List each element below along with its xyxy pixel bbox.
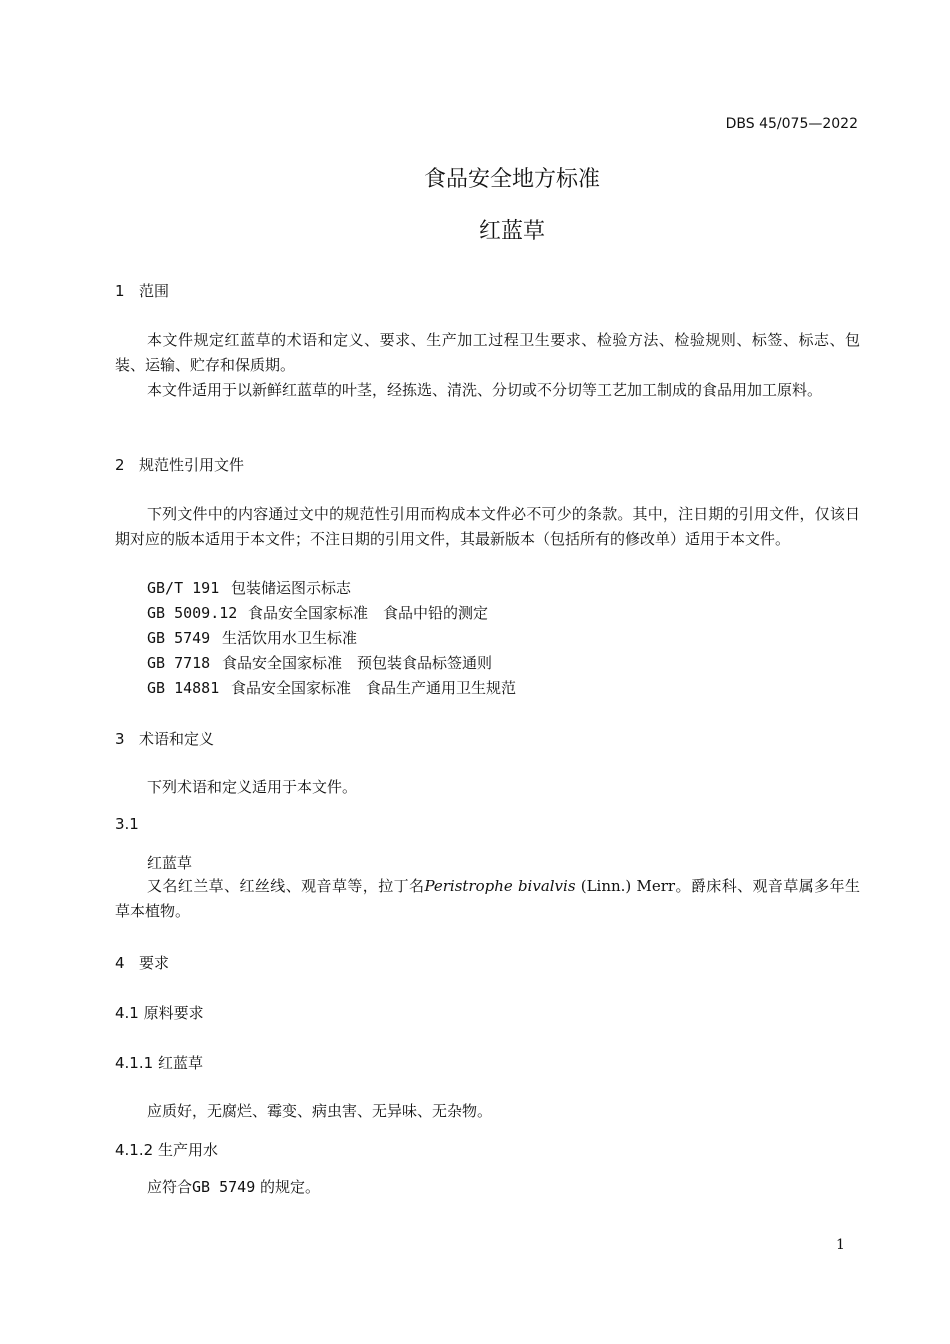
section-number: 3 — [115, 730, 125, 748]
terms-intro-paragraph: 下列术语和定义适用于本文件。 — [147, 778, 358, 796]
scope-paragraph-2: 本文件适用于以新鲜红蓝草的叶茎，经拣选、清洗、分切或不分切等工艺加工制成的食品用加工原料。 — [147, 381, 823, 399]
section-title: 规范性引用文件 — [139, 456, 245, 474]
section-number: 1 — [115, 282, 125, 300]
section-title: 要求 — [139, 954, 170, 972]
section-heading-terms-definitions — [115, 728, 214, 749]
subsection-heading-raw-materials — [115, 1002, 204, 1023]
section-number: 2 — [115, 456, 125, 474]
subsection-title: 原料要求 — [143, 1004, 204, 1022]
reference-title: 食品安全国家标准 食品生产通用卫生规范 — [231, 679, 517, 697]
reference-code: GB 7718 — [147, 654, 211, 672]
subsection-heading-red-blue-grass — [115, 1052, 203, 1073]
reference-code: GB/T 191 — [147, 579, 220, 597]
section-title: 术语和定义 — [139, 730, 215, 748]
document-number: DBS 45/075—2022 — [725, 116, 858, 132]
reference-title: 生活饮用水卫生标准 — [222, 629, 358, 647]
section-heading-requirements — [115, 952, 169, 973]
production-water-requirement-text — [147, 1176, 320, 1197]
term-name: 红蓝草 — [147, 854, 193, 872]
raw-material-requirement-text: 应质好，无腐烂、霉变、病虫害、无异味、无杂物。 — [147, 1102, 493, 1120]
section-title: 范围 — [139, 282, 170, 300]
subsection-number: 3.1 — [115, 815, 139, 833]
definition-text: (Linn.) Merr。爵床科、观音草属多年生草本植物。 — [115, 877, 860, 920]
latin-name: Peristrophe bivalvis — [424, 877, 576, 895]
reference-item — [147, 627, 357, 648]
subsection-number: 4.1 — [115, 1004, 139, 1022]
reference-code: GB 5009.12 — [147, 604, 238, 622]
standard-category-title: 食品安全地方标准 — [423, 167, 600, 192]
reference-item — [147, 577, 351, 598]
reference-item — [147, 602, 488, 623]
reference-item — [147, 677, 516, 698]
requirement-text: 的规定。 — [255, 1178, 321, 1196]
reference-title: 食品安全国家标准 食品中铅的测定 — [248, 604, 489, 622]
references-intro-paragraph: 下列文件中的内容通过文中的规范性引用而构成本文件必不可少的条款。其中，注日期的引用文件，仅该日期对应的版本适用于本文件；不注日期的引用文件，其最新版本（包括所有的修改单）适用于本文件。 — [115, 505, 860, 548]
reference-code: GB 14881 — [147, 679, 220, 697]
product-title: 红蓝草 — [478, 219, 545, 244]
section-heading-scope — [115, 280, 169, 301]
reference-title: 食品安全国家标准 预包装食品标签通则 — [222, 654, 493, 672]
subsection-title: 红蓝草 — [157, 1054, 203, 1072]
reference-code: GB 5749 — [147, 629, 211, 647]
subsection-number: 4.1.1 — [115, 1054, 154, 1072]
reference-item — [147, 652, 492, 673]
page-number: 1 — [836, 1237, 845, 1253]
section-heading-normative-references — [115, 454, 244, 475]
standard-code: GB 5749 — [192, 1178, 256, 1196]
subsection-number: 4.1.2 — [115, 1141, 154, 1159]
reference-title: 包装储运图示标志 — [231, 579, 352, 597]
subsection-title: 生产用水 — [157, 1141, 218, 1159]
definition-text: 又名红兰草、红丝线、观音草等，拉丁名 — [147, 877, 425, 895]
scope-paragraph-1: 本文件规定红蓝草的术语和定义、要求、生产加工过程卫生要求、检验方法、检验规则、标签、标志、包装、运输、贮存和保质期。 — [115, 331, 860, 374]
requirement-text: 应符合 — [147, 1178, 193, 1196]
term-definition — [115, 874, 860, 924]
section-number: 4 — [115, 954, 125, 972]
subsection-heading-production-water — [115, 1139, 218, 1160]
